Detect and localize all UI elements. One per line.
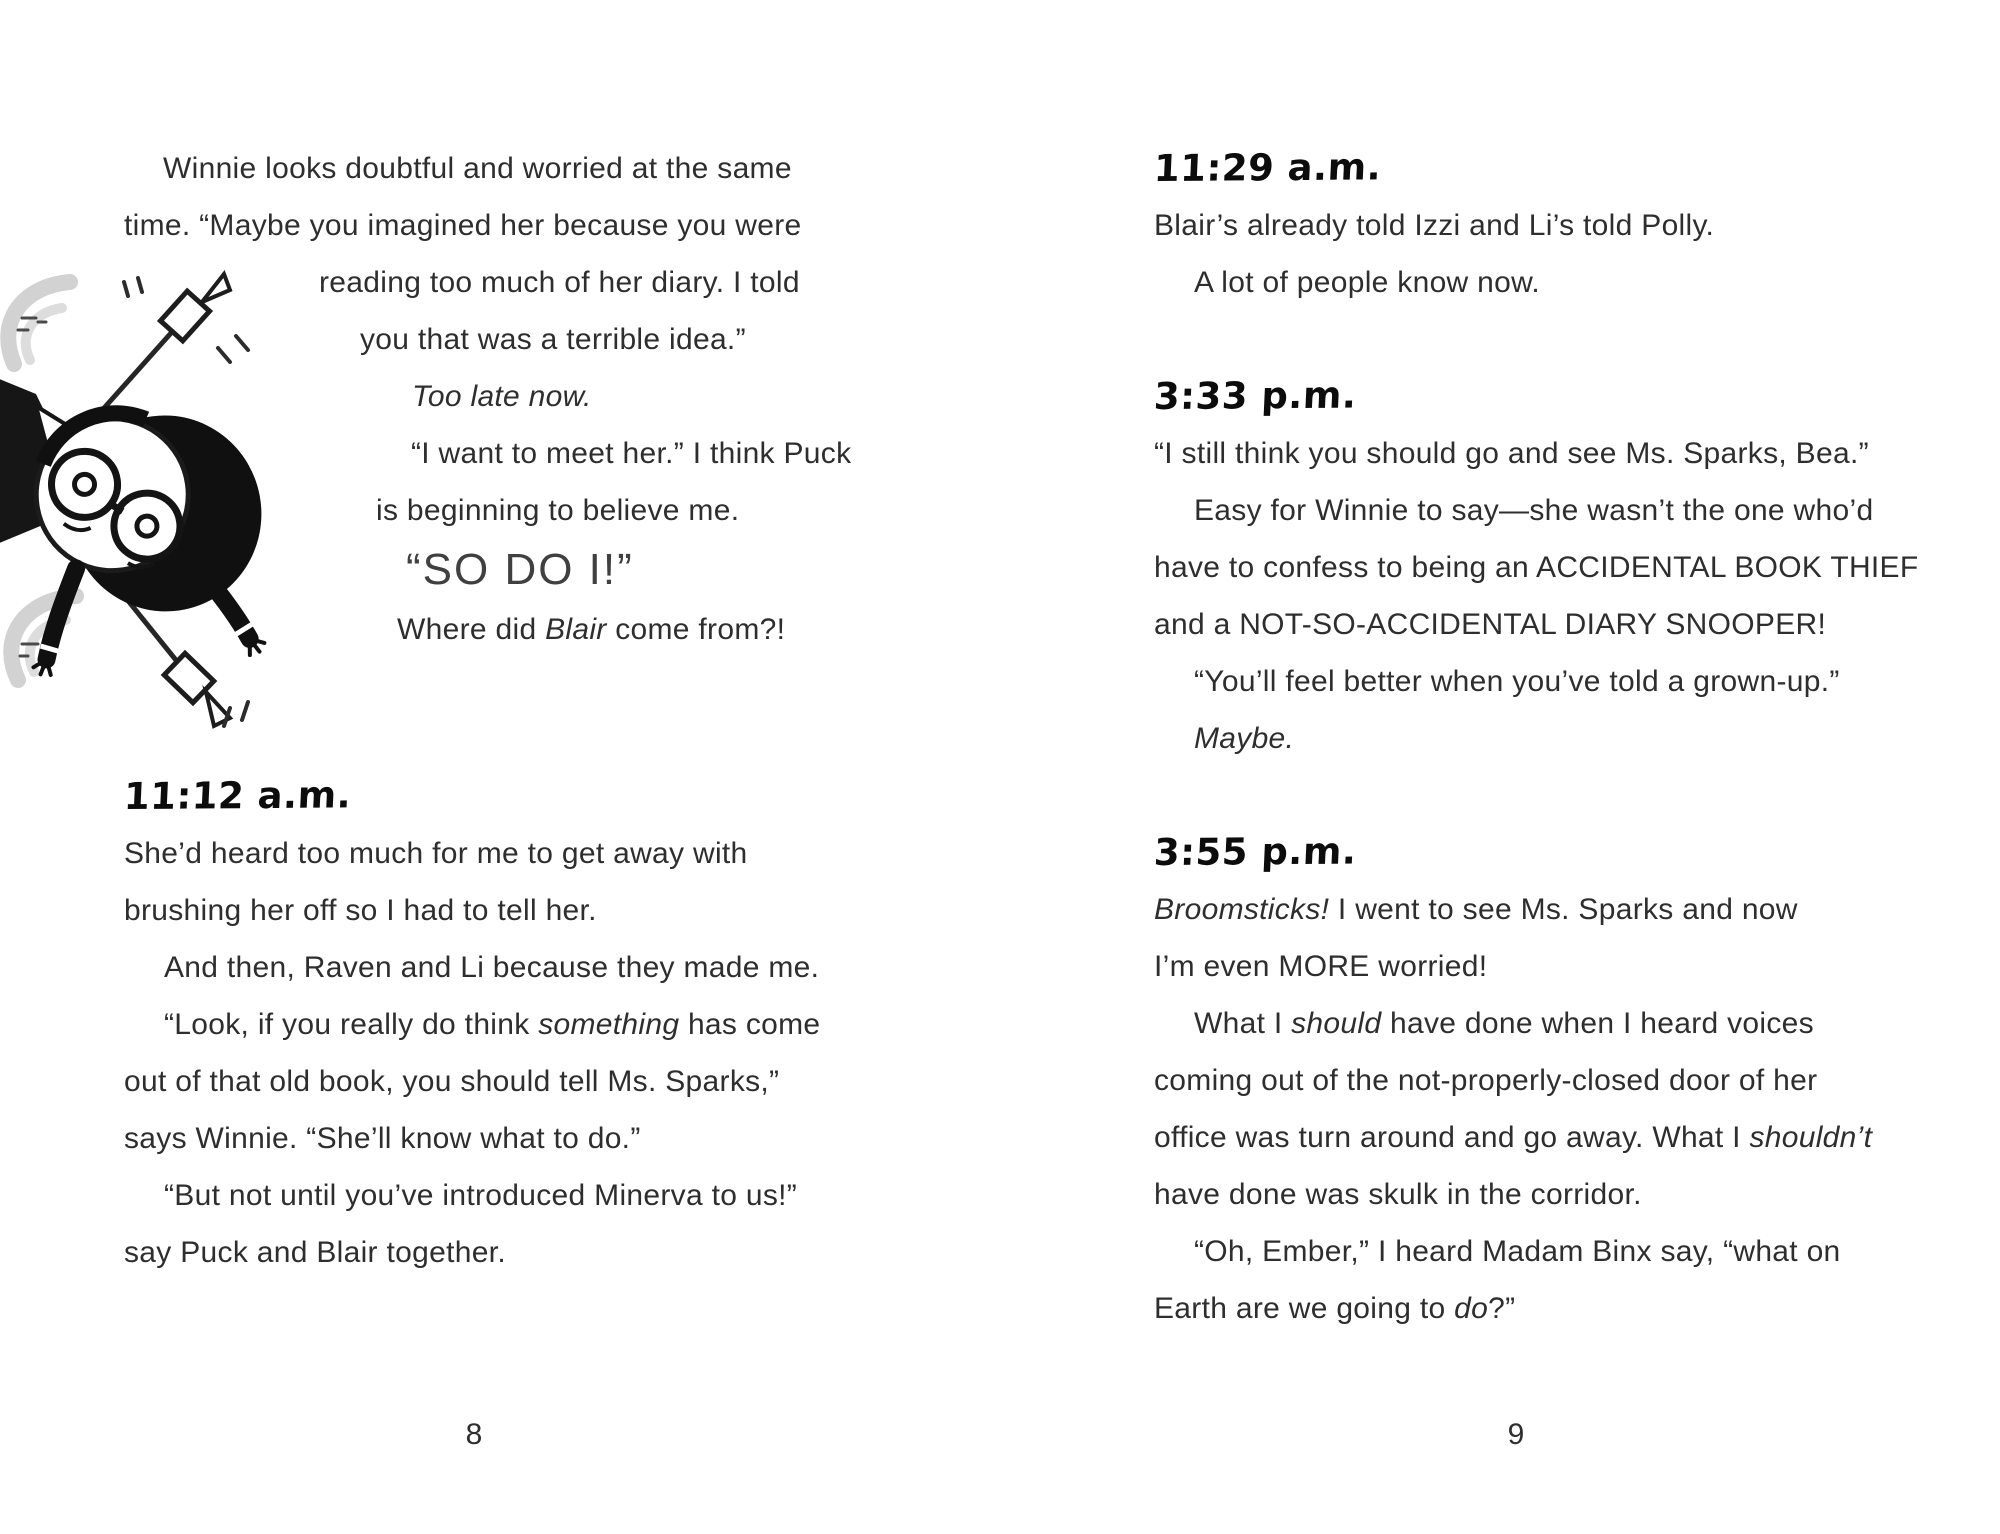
entry-time-heading: 3:55 p.m. xyxy=(1153,829,1358,874)
text-line xyxy=(411,425,894,482)
entry-body xyxy=(1154,197,1954,311)
text-segment: I’m even MORE worried! xyxy=(1154,950,1488,983)
page-number-left: 8 xyxy=(465,1418,483,1451)
text-line xyxy=(124,1224,924,1281)
intro-passage xyxy=(124,140,894,658)
text-line xyxy=(124,882,924,939)
italic-text: should xyxy=(1291,1007,1382,1040)
text-line xyxy=(1154,482,1954,539)
italic-text: shouldn’t xyxy=(1749,1121,1873,1154)
text-segment: She’d heard too much for me to get away with xyxy=(124,837,748,870)
text-line xyxy=(1154,539,1954,596)
text-segment: reading too much of her diary. I told xyxy=(319,266,800,299)
text-line xyxy=(1154,197,1954,254)
text-line xyxy=(1154,881,1954,938)
diary-entry-11-29 xyxy=(1154,140,1954,311)
text-segment: Winnie looks doubtful and worried at the same xyxy=(163,152,792,185)
text-line xyxy=(1154,1166,1954,1223)
text-segment: “Oh, Ember,” I heard Madam Binx say, “what on xyxy=(1194,1235,1841,1268)
page-number-right: 9 xyxy=(1507,1418,1525,1451)
text-line xyxy=(124,1167,924,1224)
text-segment: “SO DO I!” xyxy=(406,545,634,594)
text-line xyxy=(124,939,924,996)
entry-body xyxy=(1154,881,1954,1337)
text-segment: Blair’s already told Izzi and Li’s told Polly. xyxy=(1154,209,1715,242)
text-segment: Where did xyxy=(397,613,546,646)
text-line xyxy=(1154,1223,1954,1280)
text-line xyxy=(1154,254,1954,311)
italic-text: Broomsticks! xyxy=(1154,893,1330,926)
italic-text: Maybe. xyxy=(1194,722,1295,755)
text-line xyxy=(412,368,894,425)
diary-entry-11-12 xyxy=(124,768,924,1281)
entry-body xyxy=(1154,425,1954,767)
entry-time-heading: 11:12 a.m. xyxy=(123,773,353,818)
italic-text: something xyxy=(538,1008,680,1041)
diary-entry-3-55 xyxy=(1154,824,1954,1337)
text-line xyxy=(124,825,924,882)
entry-body xyxy=(124,825,924,1281)
text-line xyxy=(124,1110,924,1167)
text-segment: is beginning to believe me. xyxy=(376,494,740,527)
text-segment: has come xyxy=(679,1008,821,1041)
text-segment: I went to see Ms. Sparks and now xyxy=(1329,893,1798,926)
text-line xyxy=(1154,596,1954,653)
text-line xyxy=(1154,1052,1954,1109)
text-segment: “You’ll feel better when you’ve told a grown-up.” xyxy=(1194,665,1840,698)
text-line xyxy=(1154,995,1954,1052)
text-segment: and a NOT-SO-ACCIDENTAL DIARY SNOOPER! xyxy=(1154,608,1827,641)
text-segment: What I xyxy=(1194,1007,1292,1040)
text-line xyxy=(1154,710,1954,767)
text-line xyxy=(376,482,894,539)
text-segment: And then, Raven and Li because they made me. xyxy=(164,951,820,984)
text-segment: office was turn around and go away. What I xyxy=(1154,1121,1750,1154)
text-segment: Easy for Winnie to say—she wasn’t the one who’d xyxy=(1194,494,1874,527)
entry-time-heading: 3:33 p.m. xyxy=(1153,373,1358,418)
text-line xyxy=(163,140,894,197)
text-segment: A lot of people know now. xyxy=(1194,266,1541,299)
text-segment: “Look, if you really do think xyxy=(164,1008,539,1041)
text-line xyxy=(1154,1109,1954,1166)
text-segment: come from?! xyxy=(606,613,786,646)
text-segment: “I want to meet her.” I think Puck xyxy=(411,437,852,470)
text-segment: brushing her off so I had to tell her. xyxy=(124,894,597,927)
page-right xyxy=(1000,0,2000,1534)
text-segment: have to confess to being an ACCIDENTAL BOOK THIEF xyxy=(1154,551,1919,584)
text-line xyxy=(1154,425,1954,482)
text-line xyxy=(397,601,894,658)
text-line xyxy=(124,996,924,1053)
italic-text: Too late now. xyxy=(412,380,592,413)
text-segment: say Puck and Blair together. xyxy=(124,1236,506,1269)
text-segment: time. “Maybe you imagined her because you were xyxy=(124,209,802,242)
text-segment: out of that old book, you should tell Ms. Sparks,” xyxy=(124,1065,780,1098)
text-line xyxy=(1154,1280,1954,1337)
italic-text: do xyxy=(1454,1292,1489,1325)
text-line xyxy=(406,539,894,601)
text-line xyxy=(1154,938,1954,995)
diary-entry-3-33 xyxy=(1154,368,1954,767)
text-line xyxy=(1154,653,1954,710)
text-segment: says Winnie. “She’ll know what to do.” xyxy=(124,1122,641,1155)
text-line xyxy=(360,311,894,368)
entry-time-heading: 11:29 a.m. xyxy=(1153,145,1383,190)
text-segment: have done was skulk in the corridor. xyxy=(1154,1178,1642,1211)
text-segment: you that was a terrible idea.” xyxy=(360,323,746,356)
text-line xyxy=(124,197,894,254)
text-segment: “I still think you should go and see Ms. Sparks, Bea.” xyxy=(1154,437,1869,470)
text-segment: Earth are we going to xyxy=(1154,1292,1455,1325)
text-line xyxy=(319,254,894,311)
text-line xyxy=(124,1053,924,1110)
text-segment: have done when I heard voices xyxy=(1381,1007,1814,1040)
diary-entries xyxy=(1154,140,1954,1337)
text-segment: ?” xyxy=(1488,1292,1516,1325)
text-segment: “But not until you’ve introduced Minerva to us!” xyxy=(164,1179,798,1212)
text-segment: coming out of the not-properly-closed door of her xyxy=(1154,1064,1818,1097)
italic-text: Blair xyxy=(545,613,607,646)
